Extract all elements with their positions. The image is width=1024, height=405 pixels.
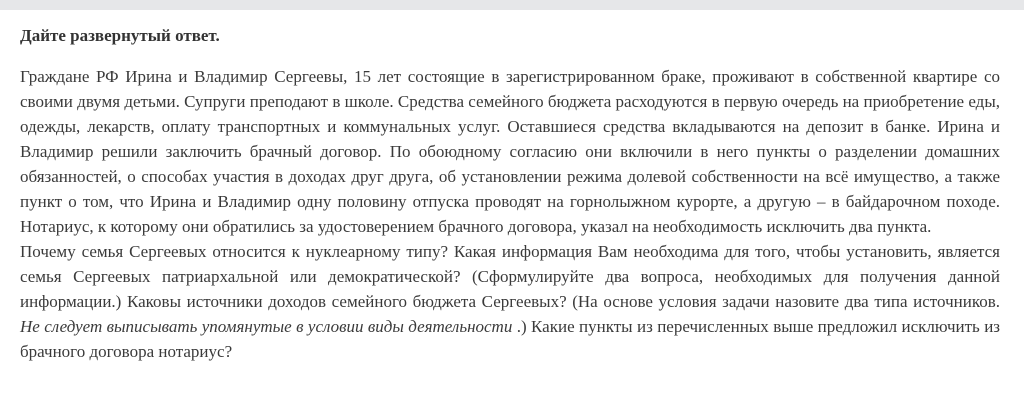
task-container — [0, 10, 1024, 364]
questions-text-part1: Почему семья Сергеевых относится к нуклеарному типу? Какая информация Вам необходима для того, чтобы установить, является семья Сергеевых патриархальной или демократической? (Сформулируйте два вопроса, необходимых для получения данной информации.) Каковы источники доходов семейного бюджета Сергеевых? (На основе условия задачи назовите два типа источников. — [20, 242, 1000, 311]
top-bar — [0, 0, 1024, 10]
questions-italic-note: Не следует выписывать упомянутые в условии виды деятельности — [20, 317, 513, 336]
questions-text-part2: .) Какие пункты из перечисленных выше предложил исключить из брачного договора нотариус? — [20, 317, 1001, 361]
task-heading: Дайте развернутый ответ. — [20, 26, 220, 45]
task-condition-paragraph: Граждане РФ Ирина и Владимир Сергеевы, 15 лет состоящие в зарегистрированном браке, проживают в собственной квартире со своими двумя детьми. Супруги преподают в школе. Средства семейного бюджета расходуются в первую очередь на приобретение еды, одежды, лекарств, оплату транспортных и коммунальных услуг. Оставшиеся средства вкладываются на депозит в банке. Ирина и Владимир решили заключить брачный договор. По обоюдному согласию они включили в него пункты о разделении домашних обязанностей, о способах участия в доходах друг друга, об установлении режима долевой собственности на всё имущество, а также пункт о том, что Ирина и Владимир одну половину отпуска проводят на горнолыжном курорте, а другую – в байдарочном походе. Нотариус, к которому они обратились за удостоверением брачного договора, указал на необходимость исключить два пункта. — [20, 67, 1000, 236]
task-questions-paragraph — [20, 239, 1000, 364]
